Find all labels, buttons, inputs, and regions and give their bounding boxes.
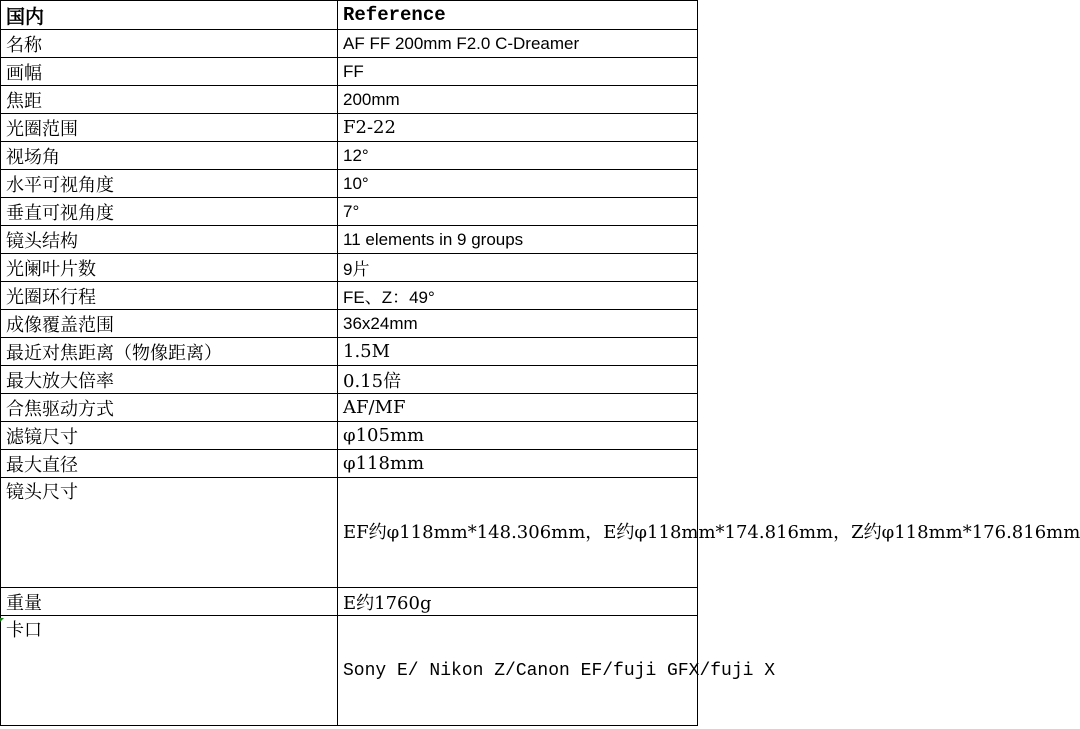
row-value: 7°	[338, 198, 698, 226]
table-row	[1, 86, 698, 114]
row-value: 200mm	[338, 86, 698, 114]
row-value: AF/MF	[338, 394, 698, 422]
table-row	[1, 310, 698, 338]
header-label: 国内	[1, 1, 338, 30]
row-value: Sony E/ Nikon Z/Canon EF/fuji GFX/fuji X	[338, 616, 698, 726]
row-value: 11 elements in 9 groups	[338, 226, 698, 254]
table-row	[1, 30, 698, 58]
row-label: 重量	[1, 588, 338, 616]
row-value: 10°	[338, 170, 698, 198]
row-value: 12°	[338, 142, 698, 170]
row-label: 名称	[1, 30, 338, 58]
row-value: 36x24mm	[338, 310, 698, 338]
table-row	[1, 338, 698, 366]
row-value: AF FF 200mm F2.0 C-Dreamer	[338, 30, 698, 58]
row-label: 最近对焦距离（物像距离）	[1, 338, 338, 366]
row-value: 9片	[338, 254, 698, 282]
row-value: F2-22	[338, 114, 698, 142]
row-label: 最大直径	[1, 450, 338, 478]
row-label: 水平可视角度	[1, 170, 338, 198]
row-label: 光圈范围	[1, 114, 338, 142]
table-row	[1, 478, 698, 588]
table-row	[1, 422, 698, 450]
row-label: 镜头结构	[1, 226, 338, 254]
row-value: 0.15倍	[338, 366, 698, 394]
table-row	[1, 226, 698, 254]
row-label: 光阑叶片数	[1, 254, 338, 282]
row-label: 最大放大倍率	[1, 366, 338, 394]
row-label: 焦距	[1, 86, 338, 114]
row-label: 垂直可视角度	[1, 198, 338, 226]
row-value: φ118mm	[338, 450, 698, 478]
table-row	[1, 198, 698, 226]
table-row	[1, 450, 698, 478]
table-row	[1, 142, 698, 170]
row-value: φ105mm	[338, 422, 698, 450]
row-value: FE、Z：49°	[338, 282, 698, 310]
row-label: 合焦驱动方式	[1, 394, 338, 422]
row-label: 画幅	[1, 58, 338, 86]
cell-corner-marker	[0, 618, 4, 622]
header-value: Reference	[338, 1, 698, 30]
table-row	[1, 588, 698, 616]
table-row	[1, 394, 698, 422]
table-row	[1, 366, 698, 394]
row-label: 光圈环行程	[1, 282, 338, 310]
row-label: 卡口	[1, 616, 338, 726]
row-value: E约1760g	[338, 588, 698, 616]
row-value: EF约φ118mm*148.306mm，E约φ118mm*174.816mm，Z约φ118mm*176.816mm	[338, 478, 698, 588]
table-row	[1, 58, 698, 86]
table-row	[1, 170, 698, 198]
row-label: 视场角	[1, 142, 338, 170]
row-value: 1.5M	[338, 338, 698, 366]
table-row	[1, 114, 698, 142]
row-label: 成像覆盖范围	[1, 310, 338, 338]
table-row	[1, 282, 698, 310]
table-header-row	[1, 1, 698, 30]
row-value: FF	[338, 58, 698, 86]
row-label: 滤镜尺寸	[1, 422, 338, 450]
table-row	[1, 254, 698, 282]
row-label: 镜头尺寸	[1, 478, 338, 588]
table-row	[1, 616, 698, 726]
